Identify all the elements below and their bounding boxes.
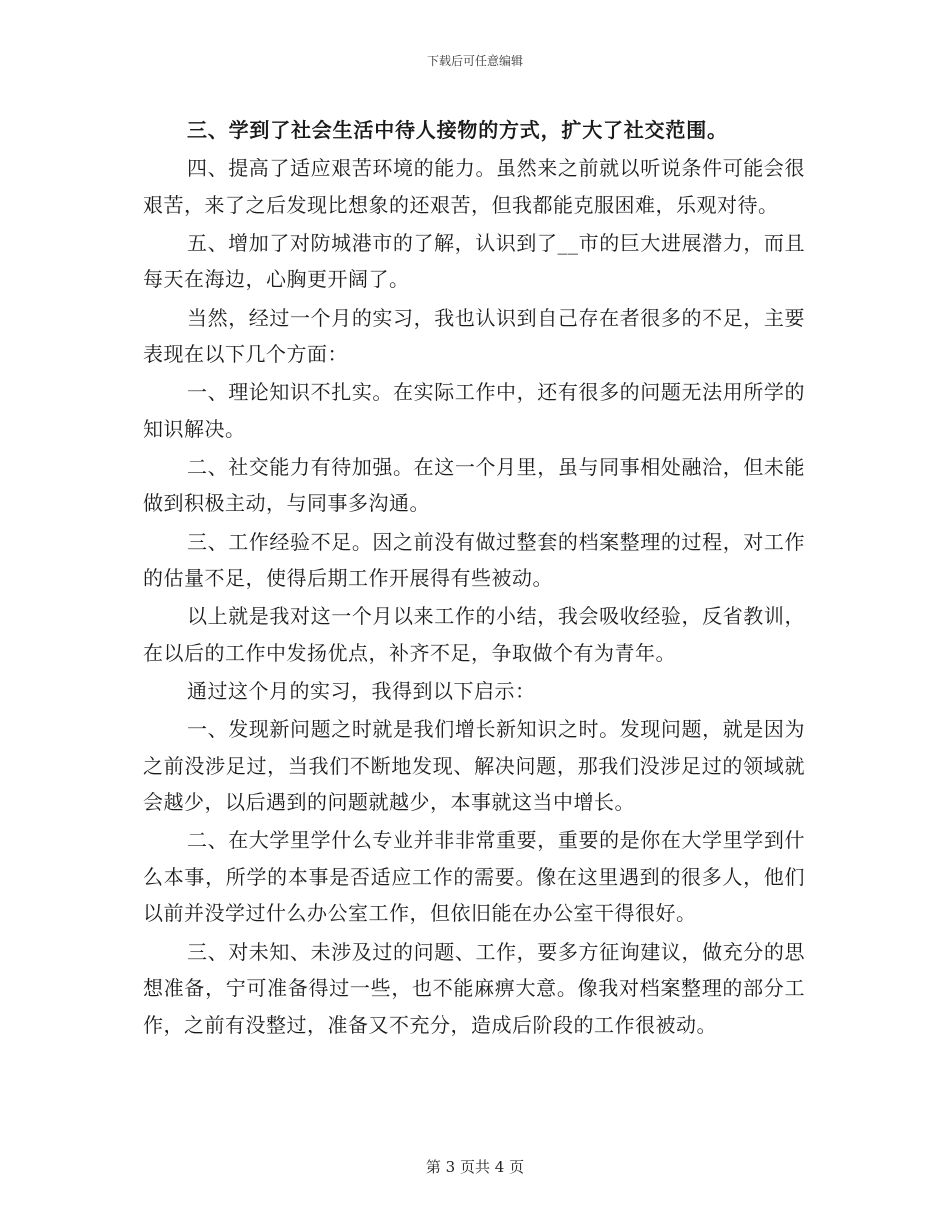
paragraph-heading: 三、学到了社会生活中待人接物的方式，扩大了社交范围。 xyxy=(187,118,728,142)
paragraph: 二、在大学里学什么专业并非非常重要，重要的是你在大学里学到什么本事，所学的本事是否适应工作的需要。像在这里遇到的很多人，他们以前并没学过什么办公室工作，但依旧能在办公室干得很好。 xyxy=(143,828,805,926)
paragraph: 通过这个月的实习，我得到以下启示： xyxy=(187,679,536,703)
paragraph: 五、增加了对防城港市的了解，认识到了__市的巨大进展潜力，而且每天在海边，心胸更开阔了。 xyxy=(143,230,805,292)
page-header: 下载后可任意编辑 xyxy=(426,54,523,68)
paragraph: 当然，经过一个月的实习，我也认识到自己存在者很多的不足，主要表现在以下几个方面： xyxy=(143,305,805,367)
paragraph: 三、工作经验不足。因之前没有做过整套的档案整理的过程，对工作的估量不足，使得后期工作开展得有些被动。 xyxy=(143,529,805,591)
paragraph: 一、发现新问题之时就是我们增长新知识之时。发现问题，就是因为之前没涉足过，当我们不断地发现、解决问题，那我们没涉足过的领域就会越少，以后遇到的问题就越少，本事就这当中增长。 xyxy=(143,717,805,815)
document-body xyxy=(143,112,805,1045)
paragraph: 一、理论知识不扎实。在实际工作中，还有很多的问题无法用所学的知识解决。 xyxy=(143,380,805,441)
paragraph: 四、提高了适应艰苦环境的能力。虽然来之前就以听说条件可能会很艰苦，来了之后发现比想象的还艰苦，但我都能克服困难，乐观对待。 xyxy=(143,156,805,217)
paragraph: 二、社交能力有待加强。在这一个月里，虽与同事相处融洽，但未能做到积极主动，与同事多沟通。 xyxy=(143,454,805,516)
paragraph: 以上就是我对这一个月以来工作的小结，我会吸收经验，反省教训，在以后的工作中发扬优点，补齐不足，争取做个有为青年。 xyxy=(143,604,805,665)
page-number: 第 3 页共 4 页 xyxy=(425,1158,525,1176)
paragraph: 三、对未知、未涉及过的问题、工作，要多方征询建议，做充分的思想准备，宁可准备得过一些，也不能麻痹大意。像我对档案整理的部分工作，之前有没整过，准备又不充分，造成后阶段的工作很被动。 xyxy=(143,939,805,1037)
